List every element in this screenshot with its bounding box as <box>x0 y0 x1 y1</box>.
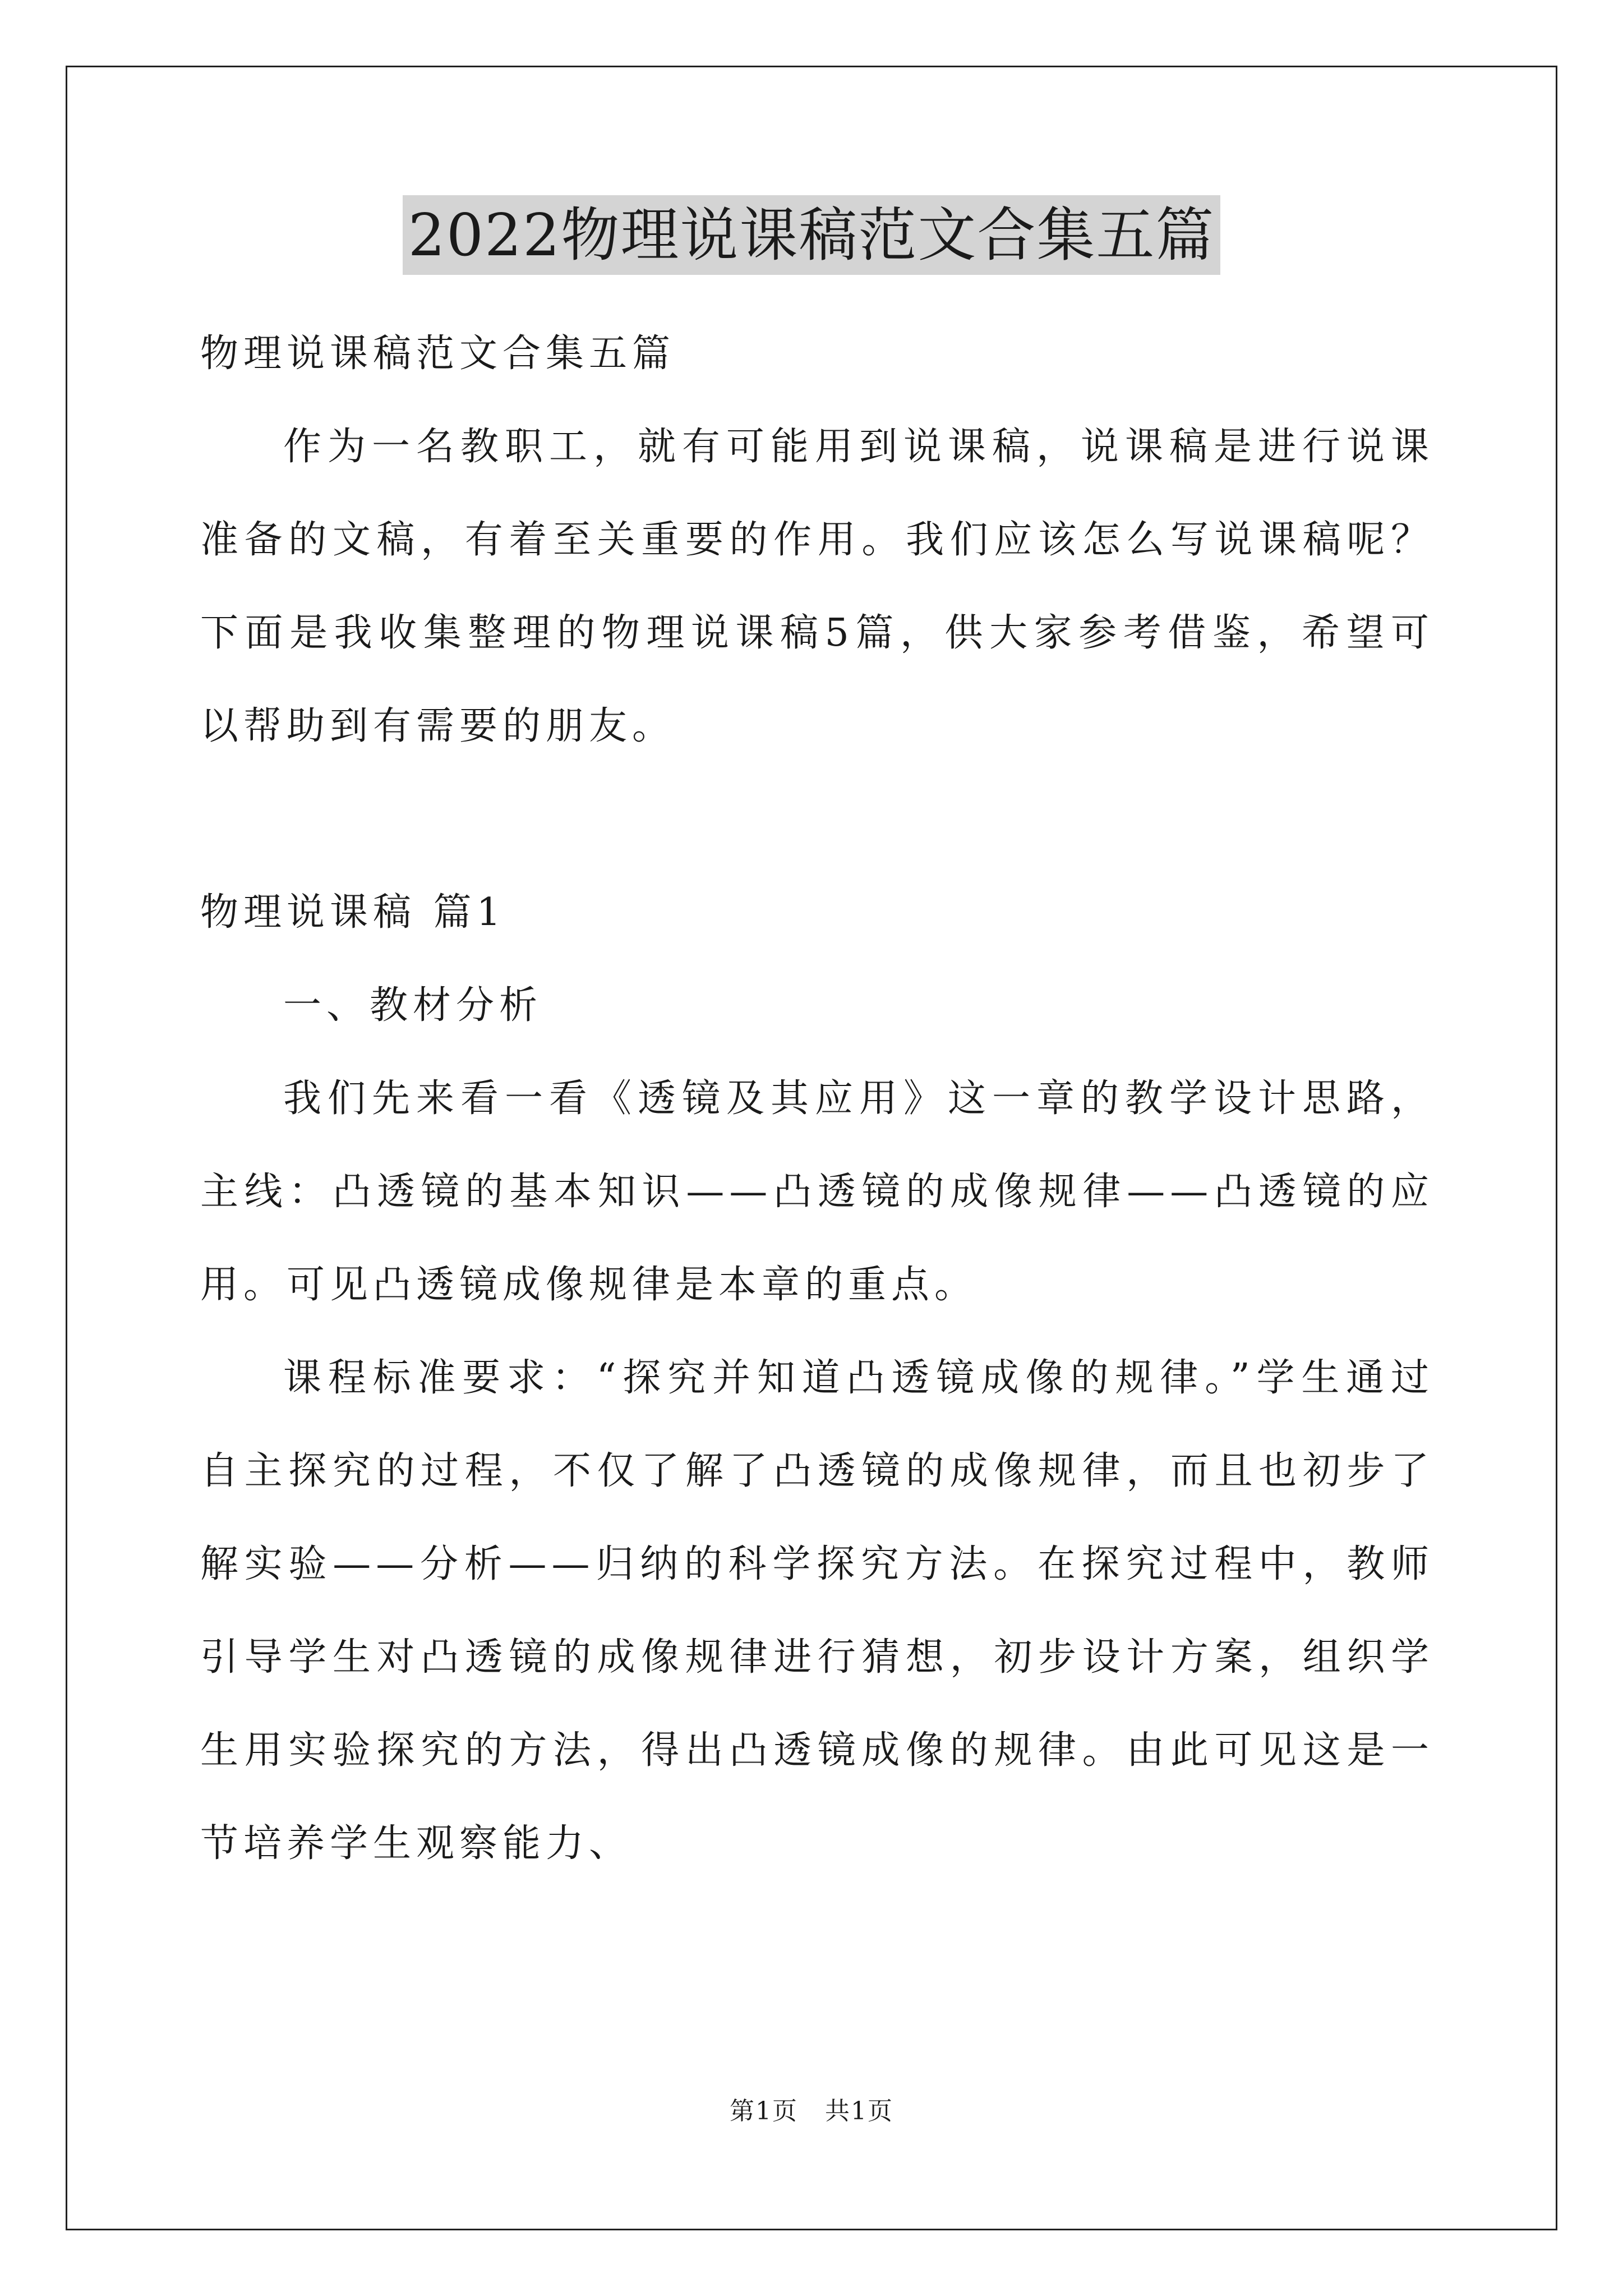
paragraph-subtitle: 物理说课稿范文合集五篇 <box>200 332 676 376</box>
title-wrap <box>0 195 1623 275</box>
document-body <box>200 307 1434 1890</box>
paragraph-body: 课程标准要求：“探究并知道凸透镜成像的规律。”学生通过自主探究的过程，不仅了解了凸透镜的成像规律，而且也初步了解实验——分析——归纳的科学探究方法。在探究过程中，教师引导学生对凸透镜的成像规律进行猜想，初步设计方案，组织学生用实验探究的方法，得出凸透镜成像的规律。由此可见这是一节培养学生观察能力、 <box>200 1356 1434 1866</box>
subsection-heading: 一、教材分析 <box>283 983 543 1028</box>
section-heading: 物理说课稿 篇1 <box>200 890 506 935</box>
paragraph-body: 我们先来看一看《透镜及其应用》这一章的教学设计思路，主线：凸透镜的基本知识——凸透镜的成像规律——凸透镜的应用。可见凸透镜成像规律是本章的重点。 <box>200 1076 1434 1307</box>
page-footer: 第1页 共1页 <box>730 2097 893 2125</box>
paragraph-intro: 作为一名教职工，就有可能用到说课稿，说课稿是进行说课准备的文稿，有着至关重要的作用。我们应该怎么写说课稿呢？下面是我收集整理的物理说课稿5篇，供大家参考借鉴，希望可以帮助到有需要的朋友。 <box>200 425 1434 748</box>
document-title: 2022物理说课稿范文合集五篇 <box>403 195 1221 275</box>
